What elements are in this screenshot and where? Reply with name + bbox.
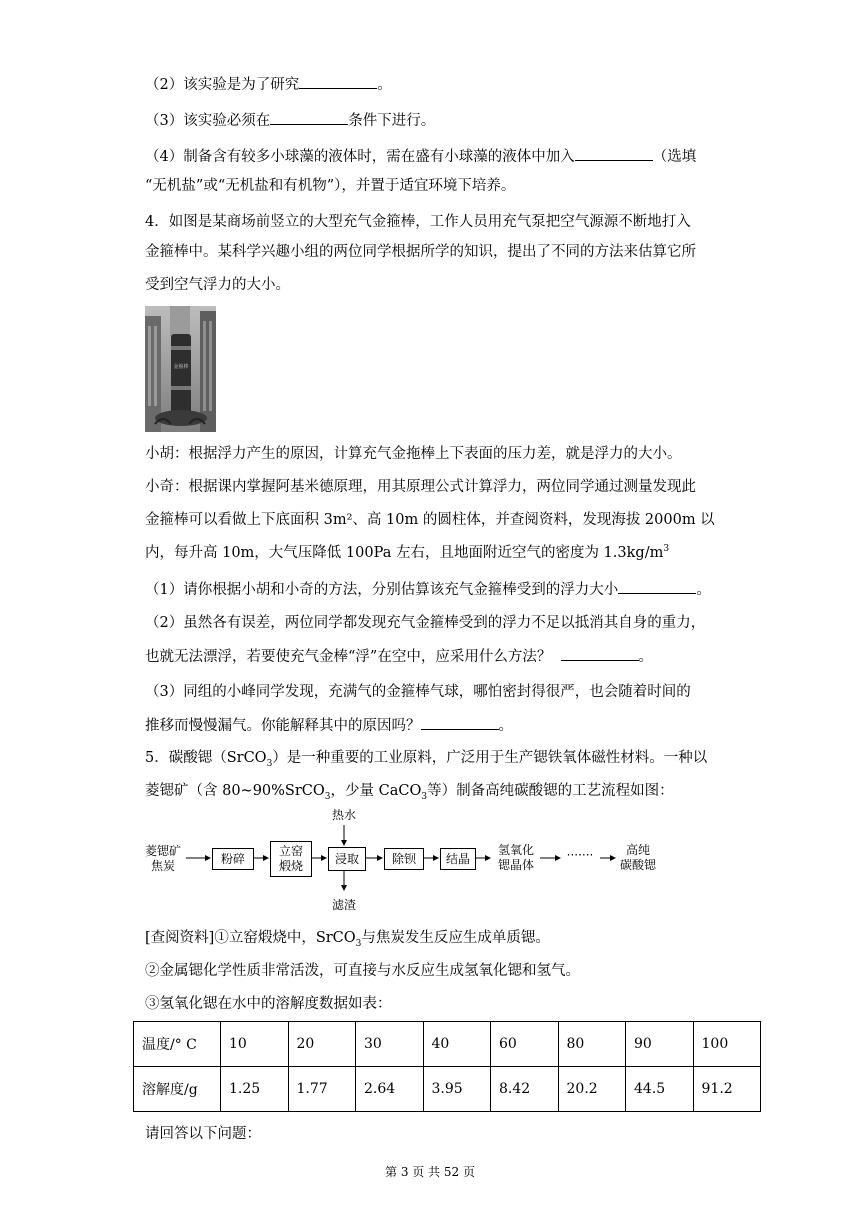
photo-illustration xyxy=(145,306,216,432)
page-footer: 第 3 页 共 52 页 xyxy=(385,1165,475,1179)
table-cell: 3.95 xyxy=(423,1067,491,1112)
table-cell: 20.2 xyxy=(558,1067,626,1112)
q5-intro-line1: 5．碳酸锶（SrCO$_3$）是一种重要的工业原料，广泛用于生产锶铁氧体磁性材料。一种以 xyxy=(145,750,708,769)
flow-final-product: 高纯 碳酸锶 xyxy=(619,843,656,872)
table-cell: 40 xyxy=(423,1022,491,1067)
q3-part4-line1: （4）制备含有较多小球藻的液体时，需在盛有小球藻的液体中加入 （选填 xyxy=(145,145,696,168)
table-cell: 2.64 xyxy=(356,1067,424,1112)
q4-intro-line3: 受到空气浮力的大小。 xyxy=(145,277,290,293)
q4-hu-method: 小胡：根据浮力产生的原因，计算充气金拖棒上下表面的压力差，就是浮力的大小。 xyxy=(145,446,682,462)
table-cell: 90 xyxy=(626,1022,694,1067)
flow-step-calcine: 立窑 煅烧 xyxy=(270,841,312,877)
q5-reference-2: ②金属锶化学性质非常活泼，可直接与水反应生成氢氧化锶和氢气。 xyxy=(145,963,580,979)
answer-blank[interactable] xyxy=(270,109,348,125)
table-cell: 10 xyxy=(221,1022,289,1067)
table-row-header: 温度/° C xyxy=(134,1022,221,1067)
table-cell: 100 xyxy=(693,1022,761,1067)
q4-sub3-line1: （3）同组的小峰同学发现，充满气的金箍棒气球，哪怕密封得很严，也会随着时间的 xyxy=(145,684,691,700)
q5-reference-1: [查阅资料]①立窑煅烧中，SrCO$_3$与焦炭发生反应生成单质锶。 xyxy=(145,930,550,949)
photo-cudgel-label: 金箍棒 xyxy=(173,364,189,370)
q5-intro-line2: 菱锶矿（含 80~90%SrCO$_3$，少量 CaCO$_3$等）制备高纯碳酸锶的工艺流程如图： xyxy=(145,783,674,802)
process-flow-diagram xyxy=(140,808,660,918)
q4-qi-method-line3: 内，每升高 10m，大气压降低 100Pa 左右，且地面附近空气的密度为 $1.3kg/m^3$ xyxy=(145,544,670,561)
flow-residue: 滤渣 xyxy=(331,898,356,912)
q4-sub1: （1）请你根据小胡和小奇的方法，分别估算该充气金箍棒受到的浮力大小 。 xyxy=(145,578,711,601)
flow-step-crystallize: 结晶 xyxy=(440,848,476,870)
q4-intro-line2: 金箍棒中。某科学兴趣小组的两位同学根据所学的知识，提出了不同的方法来估算它所 xyxy=(145,244,696,260)
q3-part2: （2）该实验是为了研究 。 xyxy=(145,73,392,96)
table-cell: 1.77 xyxy=(288,1067,356,1112)
q4-qi-method-line1: 小奇：根据课内掌握阿基米德原理，用其原理公式计算浮力，两位同学通过测量发现此 xyxy=(145,479,696,495)
flow-product-hydroxide: 氢氧化 锶晶体 xyxy=(497,843,534,872)
table-row-solubility xyxy=(134,1067,761,1112)
flow-step-remove-barium: 除钡 xyxy=(384,848,424,870)
table-cell: 80 xyxy=(558,1022,626,1067)
table-cell: 30 xyxy=(356,1022,424,1067)
flow-dots: ······· xyxy=(566,848,594,862)
flow-step-crush: 粉碎 xyxy=(212,848,254,870)
table-cell: 44.5 xyxy=(626,1067,694,1112)
q3-part4-line2: “无机盐”或“无机盐和有机物”），并置于适宜环境下培养。 xyxy=(145,178,516,194)
table-cell: 1.25 xyxy=(221,1067,289,1112)
q3-part3-text: （3）该实验必须在 xyxy=(145,113,271,129)
q5-reference-3: ③氢氧化锶在水中的溶解度数据如表： xyxy=(145,996,392,1012)
q4-sub2-line1: （2）虽然各有误差，两位同学都发现充气金箍棒受到的浮力不足以抵消其自身的重力， xyxy=(145,615,706,631)
table-cell: 8.42 xyxy=(491,1067,559,1112)
answer-blank[interactable] xyxy=(561,645,639,661)
q3-part3: （3）该实验必须在 条件下进行。 xyxy=(145,109,435,132)
table-row-header: 溶解度/g xyxy=(134,1067,221,1112)
answer-blank[interactable] xyxy=(421,714,499,730)
q4-qi-method-line2: 金箍棒可以看做上下底面积 3m²、高 10m 的圆柱体，并查阅资料，发现海拔 2000m 以 xyxy=(145,512,715,528)
answer-blank[interactable] xyxy=(299,73,377,89)
q3-part2-text: （2）该实验是为了研究 xyxy=(145,77,300,93)
q4-sub3-line2: 推移而慢慢漏气。你能解释其中的原因吗？ 。 xyxy=(145,714,513,737)
answer-blank[interactable] xyxy=(575,145,653,161)
flow-hot-water: 热水 xyxy=(331,808,356,822)
solubility-table xyxy=(133,1021,761,1112)
flow-input-ore: 菱锶矿 焦炭 xyxy=(144,844,181,873)
q4-sub2-line2: 也就无法漂浮，若要使充气金棒“浮”在空中，应采用什么方法？ 。 xyxy=(145,645,653,668)
table-cell: 20 xyxy=(288,1022,356,1067)
table-cell: 60 xyxy=(491,1022,559,1067)
table-row-temperature xyxy=(134,1022,761,1067)
q4-intro-line1: 4．如图是某商场前竖立的大型充气金箍棒，工作人员用充气泵把空气源源不断地打入 xyxy=(145,214,691,230)
golden-cudgel-photo xyxy=(145,306,216,432)
table-cell: 91.2 xyxy=(693,1067,761,1112)
flow-step-leach: 浸取 xyxy=(328,847,366,871)
answer-blank[interactable] xyxy=(618,578,696,594)
q5-ask: 请回答以下问题： xyxy=(145,1126,261,1142)
